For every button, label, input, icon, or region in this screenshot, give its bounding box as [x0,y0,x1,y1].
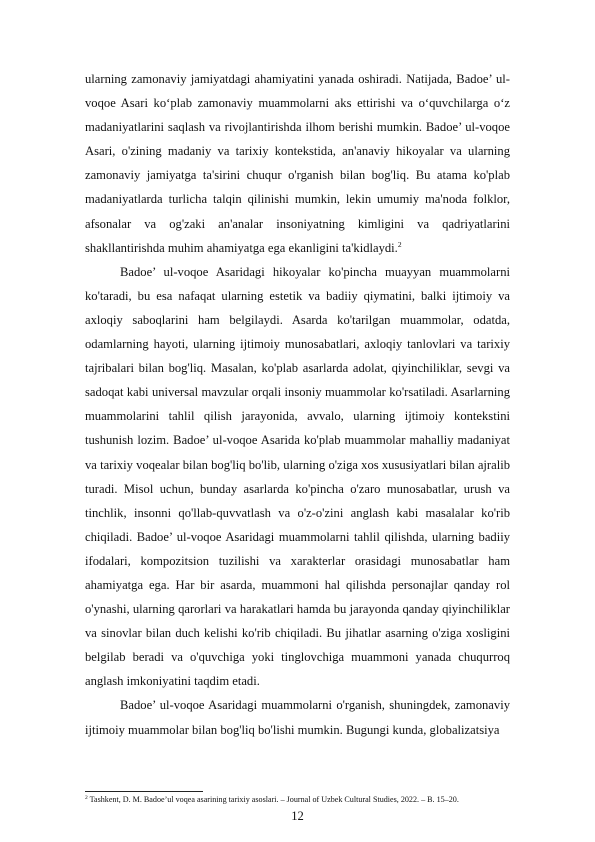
footnote-number: 2 [85,795,88,801]
page-number: 12 [291,809,304,823]
footnote-divider [85,791,203,792]
page-body [85,67,510,742]
paragraph-3: Badoe’ ul-voqoe Asaridagi muammolarni o'rganish, shuningdek, zamonaviy ijtimoiy muammolar bilan bog'liq bo'lishi mumkin. Bugungi kunda, globalizatsiya [85,698,510,737]
paragraph-2: Badoe’ ul-voqoe Asaridagi hikoyalar ko'pincha muayyan muammolarni ko'taradi, bu esa nafaqat ularning estetik va badiiy qiymatini, balki ijtimoiy va axloqiy saboqlarini ham belgilaydi. Asarda ko'tarilgan muammolar, odatda, odamlarning hayoti, ularning ijtimoiy munosabatlari, axloqiy tanlovlari va tarixiy tajribalari bilan bog'liq. Masalan, ko'plab asarlarda adolat, qiyinchiliklar, sevgi va sadoqat kabi universal mavzular orqali insoniy muammolar ko'rsatiladi. Asarlarning muammolarini tahlil qilish jarayonida, avvalo, ularning ijtimoiy kontekstini tushunish lozim. Badoe’ ul-voqoe Asarida ko'plab muammolar mahalliy madaniyat va tarixiy voqealar bilan bog'liq bo'lib, ularning o'ziga xos xususiyatlari bilan ajralib turadi. Misol uchun, bunday asarlarda ko'pincha o'zaro munosabatlar, urush va tinchlik, insonni qo'llab-quvvatlash va o'z-o'zini anglash kabi masalalar ko'rib chiqiladi. Badoe’ ul-voqoe Asaridagi muammolarni tahlil qilishda, ularning badiiy ifodalari, kompozitsion tuzilishi va xarakterlar orasidagi munosabatlar ham ahamiyatga ega. Har bir asarda, muammoni hal qilishda personajlar qanday rol o'ynashi, ularning qarorlari va harakatlari hamda bu jarayonda qanday qiyinchiliklar va sinovlar bilan duch kelishi ko'rib chiqiladi. Bu jihatlar asarning o'ziga xosligini belgilab beradi va o'quvchiga yoki tinglovchiga muammoni yanada chuqurroq anglash imkoniyatini taqdim etadi. [85,264,510,689]
paragraph-continuation [85,67,510,260]
paragraph-1-text: ularning zamonaviy jamiyatdagi ahamiyatini yanada oshiradi. Natijada, Badoe’ ul-voqoe Asari ko‘plab zamonaviy muammolarni aks ettirishi va o‘quvchilarga o‘z madaniyatlarini saqlash va rivojlantirishda ilhom berishi mumkin. Badoe’ ul-voqoe Asari, o'zining madaniy va tarixiy kontekstida, an'anaviy hikoyalar va ularning zamonaviy jamiyatga ta'sirini chuqur o'rganish bilan bog'liq. Bu atama ko'plab madaniyatlarda turlicha talqin qilinishi mumkin, lekin umumiy ma'noda folklor, afsonalar va og'zaki an'analar insoniyatning kimligini va qadriyatlarini shakllantirishda muhim ahamiyatga ega ekanligini ta'kidlaydi. [85,72,510,255]
footnote-reference[interactable]: 2 [397,239,402,249]
footnote [85,795,525,805]
footnote-text: Tashkent, D. M. Badoe’ul voqea asarining tarixiy asoslari. – Journal of Uzbek Cultural Studies, 2022. – B. 15–20. [87,795,459,804]
